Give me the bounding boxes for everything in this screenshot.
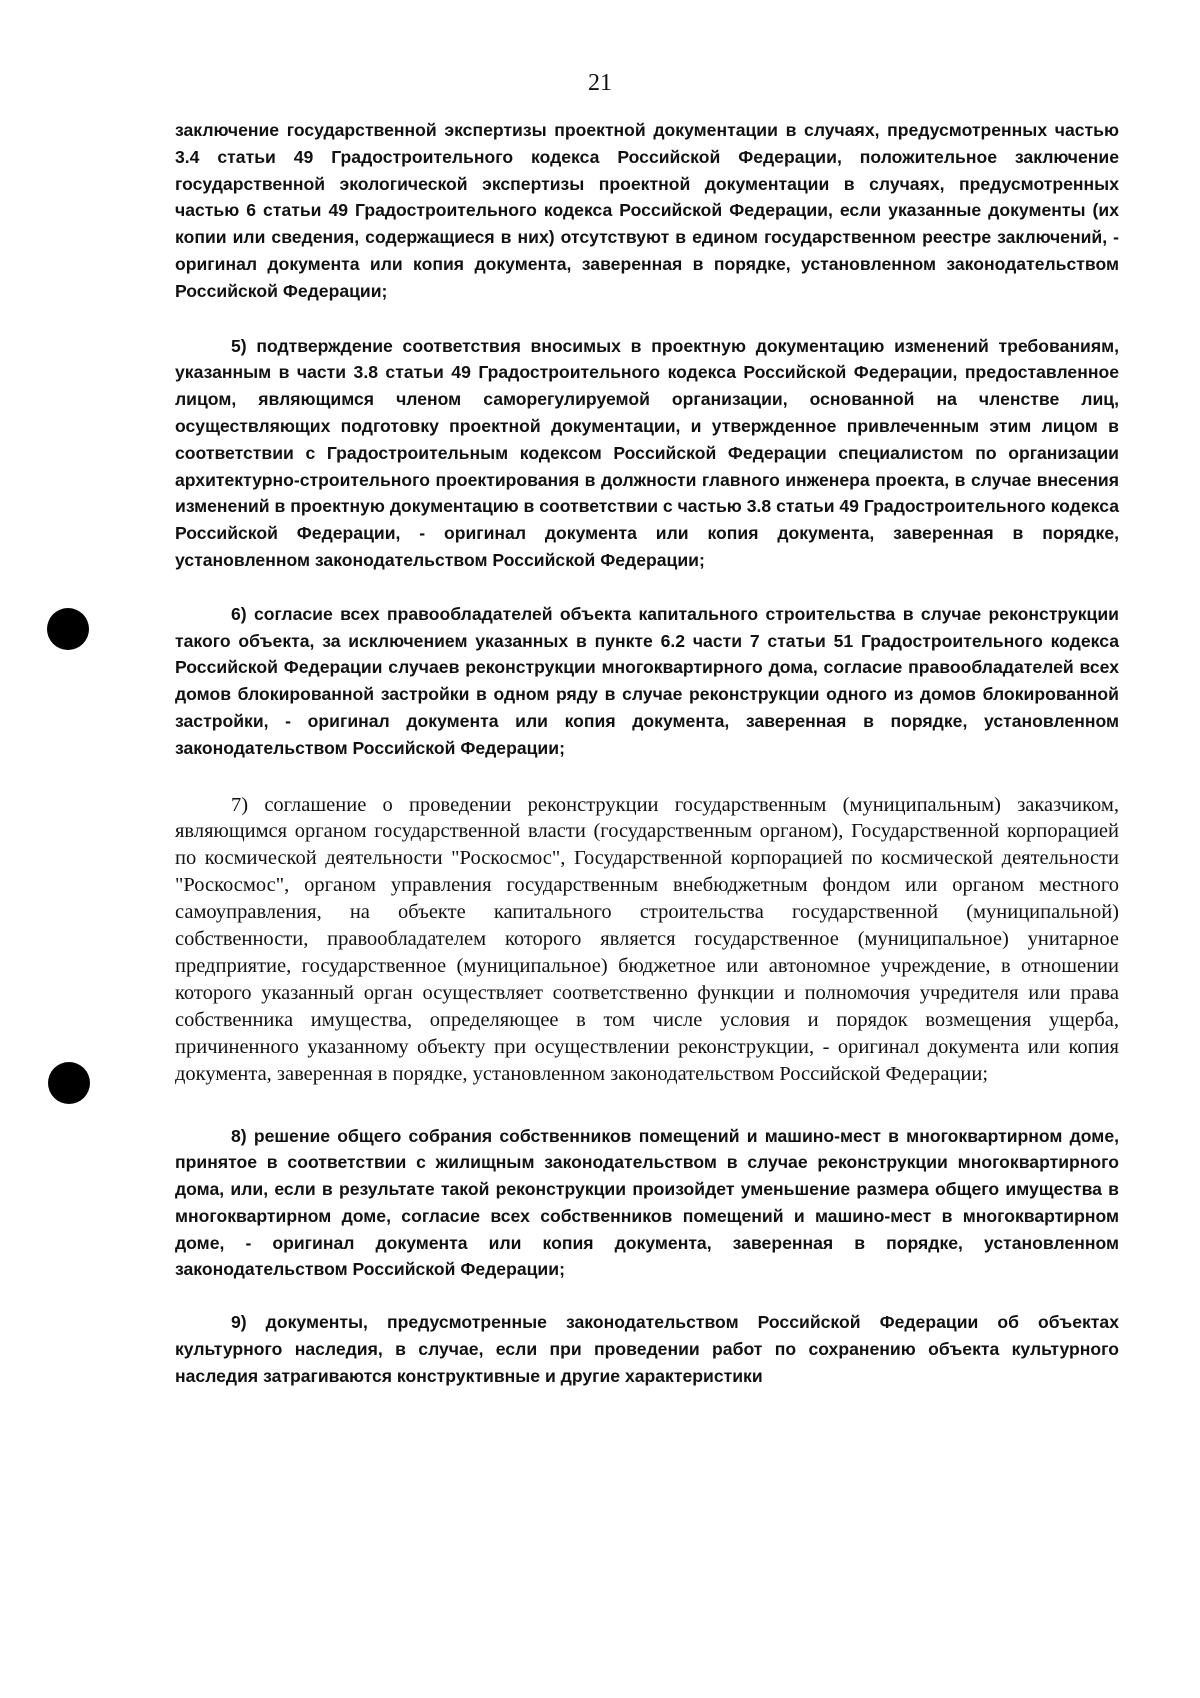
paragraph-item-5: 5) подтверждение соответствия вносимых в проектную документацию изменений требованиям, указанным в части 3.8 статьи 49 Градостроительного кодекса Российской Федерации, предоставленное лицом, являющимся членом саморегулируемой организации, основанной на членстве лиц, осуществляющих подготовку проектной документации, и утвержденное привлеченным этим лицом в соответствии с Градостроительным кодексом Российской Федерации специалистом по организации архитектурно-строительного проектирования в должности главного инженера проекта, в случае внесения изменений в проектную документацию в соответствии с частью 3.8 статьи 49 Градостроительного кодекса Российской Федерации, - оригинал документа или копия документа, заверенная в порядке, установленном законодательством Российской Федерации;: [175, 335, 1119, 570]
paragraph-item-8: 8) решение общего собрания собственников помещений и машино-мест в многоквартирном доме, принятое в соответствии с жилищным законодательством в случае реконструкции многоквартирного дома, или, если в результате такой реконструкции произойдет уменьшение размера общего имущества в многоквартирном доме, согласие всех собственников помещений и машино-мест в многоквартирном доме, - оригинал документа или копия документа, заверенная в порядке, установленном законодательством Российской Федерации;: [175, 1125, 1119, 1280]
paragraph-item-6: 6) согласие всех правообладателей объекта капитального строительства в случае реконструкции такого объекта, за исключением указанных в пункте 6.2 части 7 статьи 51 Градостроительного кодекса Российской Федерации случаев реконструкции многоквартирного дома, согласие правообладателей всех домов блокированной застройки в одном ряду в случае реконструкции одного из домов блокированной застройки, - оригинал документа или копия документа, заверенная в порядке, установленном законодательством Российской Федерации;: [175, 603, 1119, 758]
document-body: [175, 117, 1119, 1390]
paragraph-continuation: заключение государственной экспертизы проектной документации в случаях, предусмотренных частью 3.4 статьи 49 Градостроительного кодекса Российской Федерации, положительное заключение государственной экологической экспертизы проектной документации в случаях, предусмотренных частью 6 статьи 49 Градостроительного кодекса Российской Федерации, если указанные документы (их копии или сведения, содержащиеся в них) отсутствуют в едином государственном реестре заключений, - оригинал документа или копия документа, заверенная в порядке, установленном законодательством Российской Федерации;: [175, 120, 1119, 301]
paragraph-item-9: 9) документы, предусмотренные законодательством Российской Федерации об объектах культурного наследия, в случае, если при проведении работ по сохранению объекта культурного наследия затрагиваются конструктивные и другие характеристики: [175, 1312, 1119, 1386]
hole-punch-mark: [48, 1062, 90, 1104]
page-number: 21: [588, 70, 612, 96]
paragraph-item-7: 7) соглашение о проведении реконструкции государственным (муниципальным) заказчиком, являющимся органом государственной власти (государственным органом), Государственной корпорацией по космической деятельности "Роскосмос", Государственной корпорацией по космической деятельности "Роскосмос", органом управления государственным внебюджетным фондом или органом местного самоуправления, на объекте капитального строительства государственной (муниципальной) собственности, правообладателем которого является государственное (муниципальное) унитарное предприятие, государственное (муниципальное) бюджетное или автономное учреждение, в отношении которого указанный орган осуществляет соответственно функции и полномочия учредителя или права собственника имущества, определяющее в том числе условия и порядок возмещения ущерба, причиненного указанному объекту при осуществлении реконструкции, - оригинал документа или копия документа, заверенная в порядке, установленном законодательством Российской Федерации;: [175, 793, 1119, 1085]
hole-punch-mark: [47, 608, 89, 650]
